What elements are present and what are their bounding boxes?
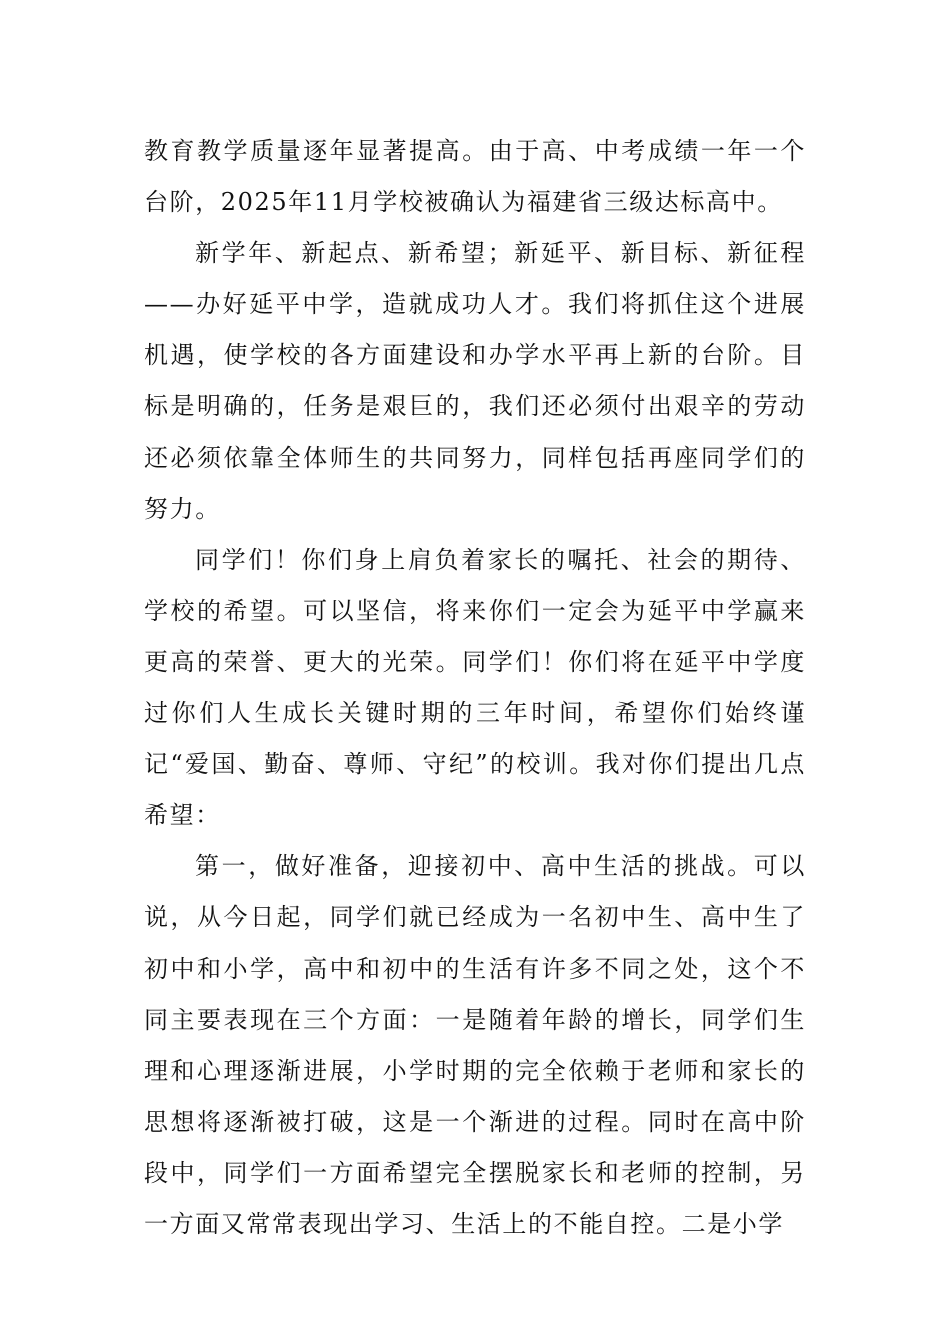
paragraph-4: 第一，做好准备，迎接初中、高中生活的挑战。可以说，从今日起，同学们就已经成为一名初中生、高中生了初中和小学，高中和初中的生活有许多不同之处，这个不同主要表现在三个方面：一是随着年龄的增长，同学们生理和心理逐渐进展，小学时期的完全依赖于老师和家长的思想将逐渐被打破，这是一个渐进的过程。同时在高中阶段中，同学们一方面希望完全摆脱家长和老师的控制，另一方面又常常表现出学习、生活上的不能自控。二是小学 bbox=[144, 852, 806, 1238]
paragraph-1: 教育教学质量逐年显著提高。由于高、中考成绩一年一个台阶，2025年11月学校被确认为福建省三级达标高中。 bbox=[144, 137, 806, 217]
document-body bbox=[144, 126, 806, 1250]
paragraph-2: 新学年、新起点、新希望；新延平、新目标、新征程——办好延平中学，造就成功人才。我们将抓住这个进展机遇，使学校的各方面建设和办学水平再上新的台阶。目标是明确的，任务是艰巨的，我们还必须付出艰辛的劳动还必须依靠全体师生的共同努力，同样包括再座同学们的努力。 bbox=[144, 239, 806, 523]
paragraph-3: 同学们！你们身上肩负着家长的嘱托、社会的期待、学校的希望。可以坚信，将来你们一定会为延平中学赢来更高的荣誉、更大的光荣。同学们！你们将在延平中学度过你们人生成长关键时期的三年时间，希望你们始终谨记“爱国、勤奋、尊师、守纪”的校训。我对你们提出几点希望： bbox=[144, 545, 806, 830]
